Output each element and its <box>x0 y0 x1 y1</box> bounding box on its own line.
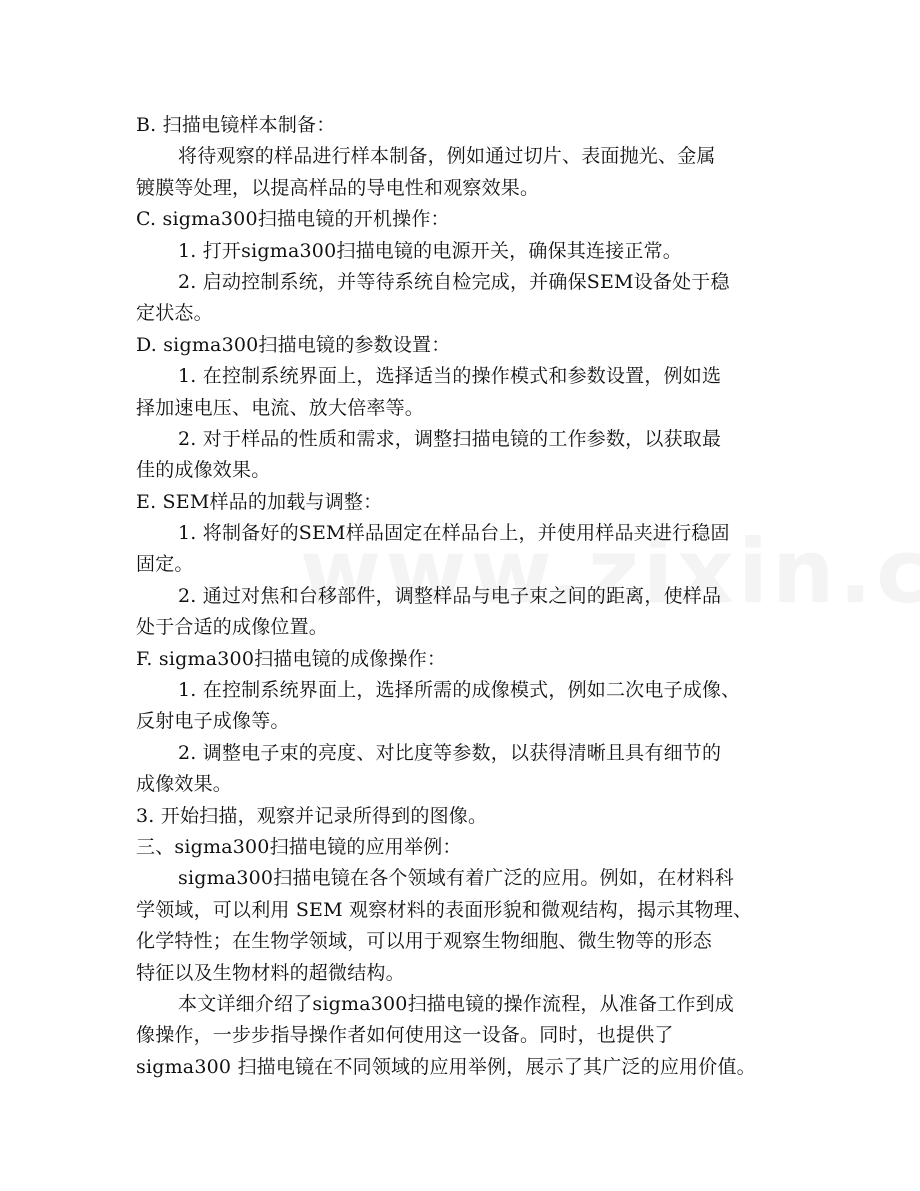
list-item-continued: 佳的成像效果。 <box>136 459 271 482</box>
section-heading: 三、sigma300扫描电镜的应用举例： <box>136 835 462 858</box>
list-item: 2. 调整电子束的亮度、对比度等参数，以获得清晰且具有细节的 <box>178 741 722 764</box>
paragraph-line: 镀膜等处理，以提高样品的导电性和观察效果。 <box>136 176 540 199</box>
paragraph-line: sigma300 扫描电镜在不同领域的应用举例，展示了其广泛的应用价值。 <box>136 1055 756 1078</box>
list-item: 2. 通过对焦和台移部件，调整样品与电子束之间的距离，使样品 <box>178 584 722 607</box>
heading-f: F. sigma300扫描电镜的成像操作： <box>136 647 447 670</box>
paragraph-line: 化学特性；在生物学领域，可以用于观察生物细胞、微生物等的形态 <box>136 930 713 953</box>
list-item: 1. 在控制系统界面上，选择适当的操作模式和参数设置，例如选 <box>178 365 722 388</box>
list-item: 2. 启动控制系统，并等待系统自检完成，并确保SEM设备处于稳 <box>178 270 730 293</box>
list-item: 3. 开始扫描，观察并记录所得到的图像。 <box>136 804 488 827</box>
list-item: 1. 将制备好的SEM样品固定在样品台上，并使用样品夹进行稳固 <box>178 522 730 545</box>
paragraph-line: 学领域，可以利用 SEM 观察材料的表面形貌和微观结构，揭示其物理、 <box>136 898 753 921</box>
list-item: 2. 对于样品的性质和需求，调整扫描电镜的工作参数，以获取最 <box>178 427 722 450</box>
list-item: 1. 打开sigma300扫描电镜的电源开关，确保其连接正常。 <box>178 239 682 262</box>
paragraph-line: sigma300扫描电镜在各个领域有着广泛的应用。例如，在材料科 <box>178 867 735 890</box>
heading-b: B. 扫描电镜样本制备： <box>136 114 336 136</box>
heading-c: C. sigma300扫描电镜的开机操作： <box>136 208 450 231</box>
list-item-continued: 定状态。 <box>136 302 213 325</box>
heading-e: E. SEM样品的加载与调整： <box>136 490 383 513</box>
paragraph-line: 像操作，一步步指导操作者如何使用这一设备。同时，也提供了 <box>136 1024 674 1047</box>
list-item-continued: 处于合适的成像位置。 <box>136 616 329 639</box>
paragraph-line: 特征以及生物材料的超微结构。 <box>136 961 405 984</box>
document-body <box>136 110 796 1083</box>
list-item-continued: 固定。 <box>136 553 194 576</box>
paragraph-line: 本文详细介绍了sigma300扫描电镜的操作流程，从准备工作到成 <box>178 992 735 1015</box>
list-item-continued: 择加速电压、电流、放大倍率等。 <box>136 396 425 419</box>
list-item-continued: 反射电子成像等。 <box>136 710 290 733</box>
heading-d: D. sigma300扫描电镜的参数设置： <box>136 333 451 356</box>
list-item-continued: 成像效果。 <box>136 773 233 796</box>
paragraph-line: 将待观察的样品进行样本制备，例如通过切片、表面抛光、金属 <box>178 145 716 168</box>
list-item: 1. 在控制系统界面上，选择所需的成像模式，例如二次电子成像、 <box>178 679 741 702</box>
